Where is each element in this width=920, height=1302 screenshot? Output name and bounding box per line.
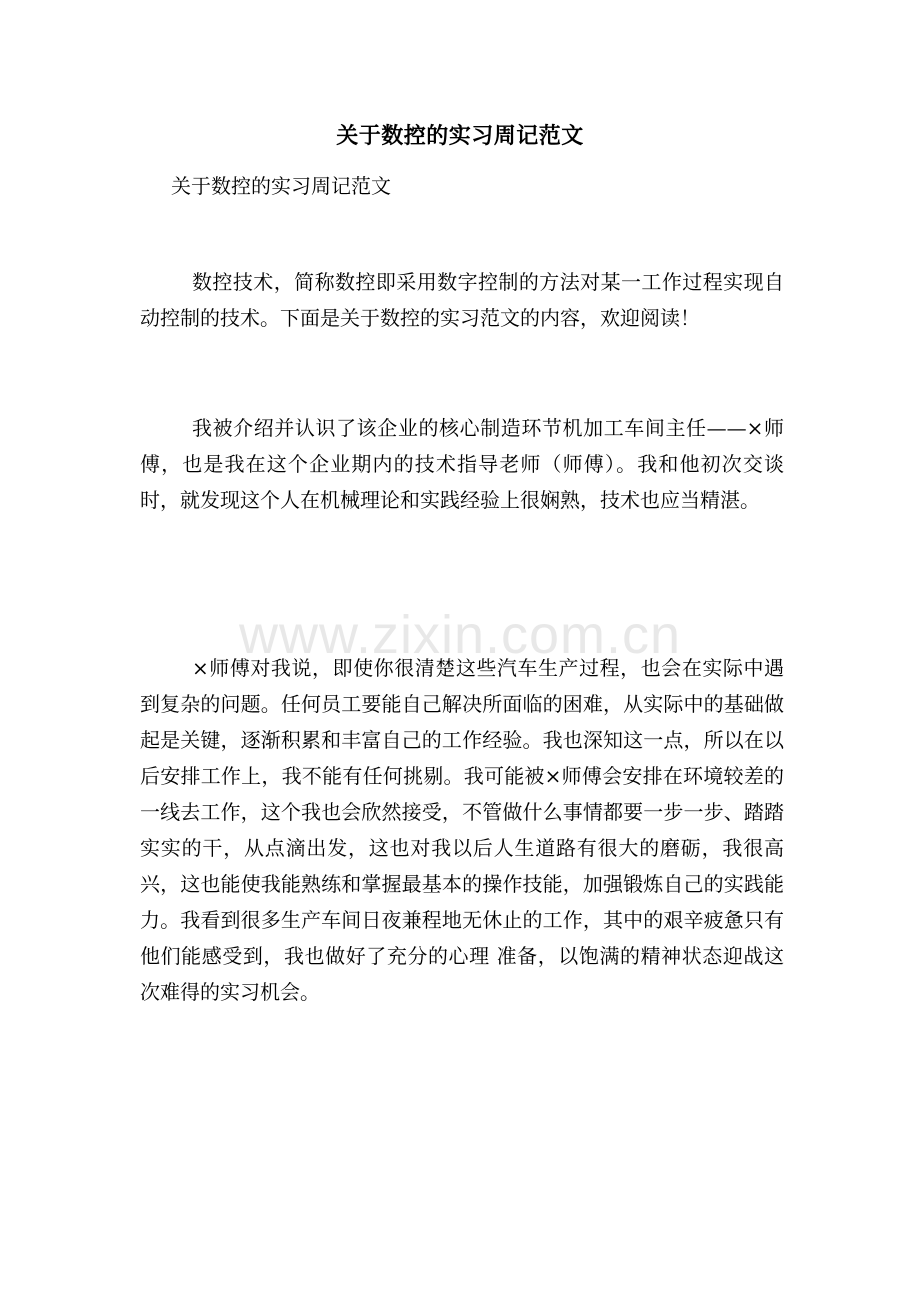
watermark: www.zixin.com.cn	[238, 605, 682, 665]
paragraph-intro: 数控技术，简称数控即采用数字控制的方法对某一工作过程实现自动控制的技术。下面是关于数控的实习范文的内容，欢迎阅读！	[140, 270, 784, 330]
document-subtitle: 关于数控的实习周记范文	[171, 174, 391, 198]
document-title: 关于数控的实习周记范文	[336, 123, 584, 149]
paragraph-mentor-advice: ×师傅对我说，即使你很清楚这些汽车生产过程，也会在实际中遇到复杂的问题。任何员工要能自己解决所面临的困难，从实际中的基础做起是关键，逐渐积累和丰富自己的工作经验。我也深知这一点，所以在以后安排工作上，我不能有任何挑剔。我可能被×师傅会安排在环境较差的一线去工作，这个我也会欣然接受，不管做什么事情都要一步一步、踏踏实实的干，从点滴出发，这也对我以后人生道路有很大的磨砺，我很高兴，这也能使我能熟练和掌握最基本的操作技能，加强锻炼自己的实践能力。我看到很多生产车间日夜兼程地无休止的工作，其中的艰辛疲惫只有他们能感受到，我也做好了充分的心理 准备，以饱满的精神状态迎战这次难得的实习机会。	[140, 656, 784, 1004]
paragraph-introduction-to-mentor: 我被介绍并认识了该企业的核心制造环节机加工车间主任——×师傅，也是我在这个企业期内的技术指导老师（师傅）。我和他初次交谈时，就发现这个人在机械理论和实践经验上很娴熟，技术也应当精湛。	[140, 416, 784, 512]
